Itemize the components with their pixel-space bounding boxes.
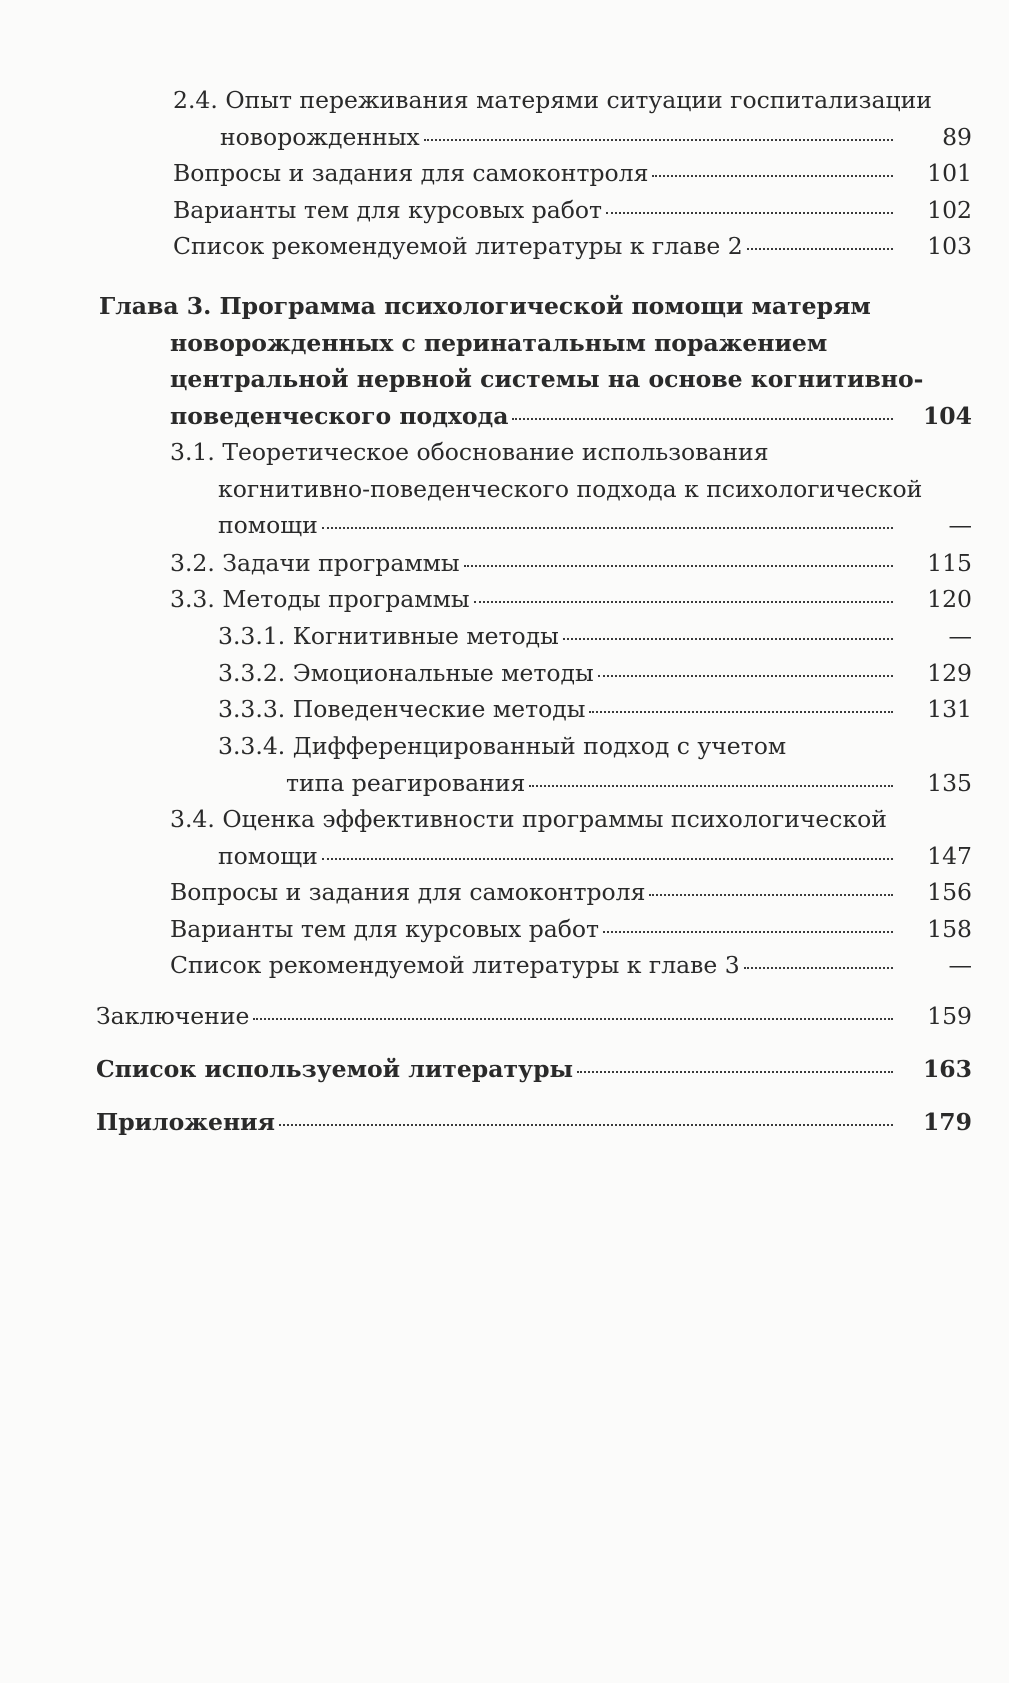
dot-leader (606, 211, 893, 214)
page-number: — (948, 511, 972, 539)
toc-entry-text: 2.4. Опыт переживания матерями ситуации госпитализации (173, 86, 932, 114)
toc-entry-last-line (218, 691, 895, 727)
toc-entry-text: Заключение (96, 1002, 250, 1030)
dot-leader (253, 1017, 893, 1020)
toc-entry-last-line (173, 155, 895, 191)
toc-entry-text: 3.3.3. Поведенческие методы (218, 695, 586, 723)
toc-entry-text: Список рекомендуемой литературы к главе 3 (170, 951, 740, 979)
toc-entry-text: центральной нервной системы на основе когнитивно- (170, 365, 924, 393)
toc-entry-text: новорожденных с перинатальным поражением (170, 328, 828, 357)
page-number: — (948, 622, 972, 650)
toc-entry-last-line (170, 581, 895, 617)
toc-entry-line (170, 801, 887, 837)
toc-entry-text: помощи (218, 841, 318, 870)
toc-entry-last-line (218, 838, 895, 874)
toc-entry-last-line (286, 765, 895, 801)
toc-entry-text: 3.3.2. Эмоциональные методы (218, 659, 594, 687)
page-number: 129 (927, 659, 972, 687)
dot-leader (424, 138, 893, 141)
page-number: 158 (927, 915, 972, 943)
page-number: 120 (927, 585, 972, 613)
page-number: 102 (927, 196, 972, 224)
page-number: 131 (927, 695, 972, 723)
page-number: 147 (927, 841, 972, 870)
toc-entry-last-line (170, 947, 895, 983)
toc-entry-line (218, 471, 922, 507)
dot-leader (577, 1070, 893, 1073)
dot-leader (512, 417, 893, 420)
toc-entry-text: 3.3.4. Дифференцированный подход с учетом (218, 732, 787, 760)
toc-entry-text: Приложения (96, 1108, 275, 1136)
toc-entry-text: Список рекомендуемой литературы к главе 2 (173, 232, 743, 260)
page-number: 156 (927, 878, 972, 906)
dot-leader (563, 637, 893, 640)
toc-entry-text: 3.4. Оценка эффективности программы психологической (170, 805, 887, 833)
toc-entry-last-line (218, 507, 895, 543)
toc-entry-last-line (220, 119, 895, 155)
toc-entry-text: помощи (218, 511, 318, 539)
dot-leader (529, 784, 893, 787)
toc-entry-line (170, 325, 827, 361)
dot-leader (598, 674, 893, 677)
toc-entry-last-line (96, 1051, 895, 1087)
toc-entry-last-line (170, 874, 895, 910)
page-number: — (948, 951, 972, 979)
toc-entry-last-line (218, 655, 895, 691)
toc-entry-text: 3.1. Теоретическое обоснование использования (170, 438, 769, 466)
toc-entry-last-line (170, 545, 895, 581)
toc-entry-last-line (170, 911, 895, 947)
toc-entry-text: типа реагирования (286, 768, 526, 797)
toc-entry-text: Глава 3. Программа психологической помощи матерям (99, 292, 871, 320)
toc-entry-text: когнитивно-поведенческого подхода к психологической (218, 474, 923, 503)
toc-entry-text: Варианты тем для курсовых работ (173, 196, 603, 224)
dot-leader (322, 526, 893, 529)
dot-leader (322, 857, 893, 860)
toc-entry-last-line (96, 998, 895, 1034)
toc-entry-text: поведенческого подхода (170, 401, 509, 430)
page-number: 179 (922, 1108, 972, 1136)
dot-leader (744, 966, 893, 969)
toc-entry-last-line (173, 192, 895, 228)
toc-entry-last-line (170, 398, 895, 434)
toc-entry-text: Список используемой литературы (96, 1055, 574, 1083)
toc-entry-text: 3.3. Методы программы (170, 585, 470, 613)
page-number: 135 (927, 768, 972, 797)
page-number: 101 (927, 159, 972, 187)
dot-leader (652, 174, 893, 177)
dot-leader (603, 930, 893, 933)
toc-entry-text: Вопросы и задания для самоконтроля (170, 878, 646, 906)
page-number: 89 (942, 122, 972, 151)
toc-entry-text: новорожденных (220, 122, 420, 151)
dot-leader (279, 1123, 893, 1126)
dot-leader (464, 564, 893, 567)
toc-entry-last-line (173, 228, 895, 264)
page-number: 103 (927, 232, 972, 260)
toc-entry-last-line (218, 618, 895, 654)
toc-entry-text: 3.3.1. Когнитивные методы (218, 622, 559, 650)
toc-entry-line (173, 82, 932, 118)
toc-entry-text: Варианты тем для курсовых работ (170, 915, 600, 943)
toc-entry-text: Вопросы и задания для самоконтроля (173, 159, 649, 187)
page-number: 163 (922, 1055, 972, 1083)
page-number: 104 (922, 401, 972, 430)
toc-entry-line (170, 434, 769, 470)
page-number: 115 (927, 549, 972, 577)
dot-leader (649, 893, 893, 896)
page-number: 159 (927, 1002, 972, 1030)
toc-entry-line (170, 361, 923, 397)
dot-leader (474, 600, 893, 603)
toc-entry-line (99, 288, 871, 324)
dot-leader (589, 710, 893, 713)
toc-entry-last-line (96, 1104, 895, 1140)
toc-entry-text: 3.2. Задачи программы (170, 549, 460, 577)
toc-entry-line (218, 728, 786, 764)
